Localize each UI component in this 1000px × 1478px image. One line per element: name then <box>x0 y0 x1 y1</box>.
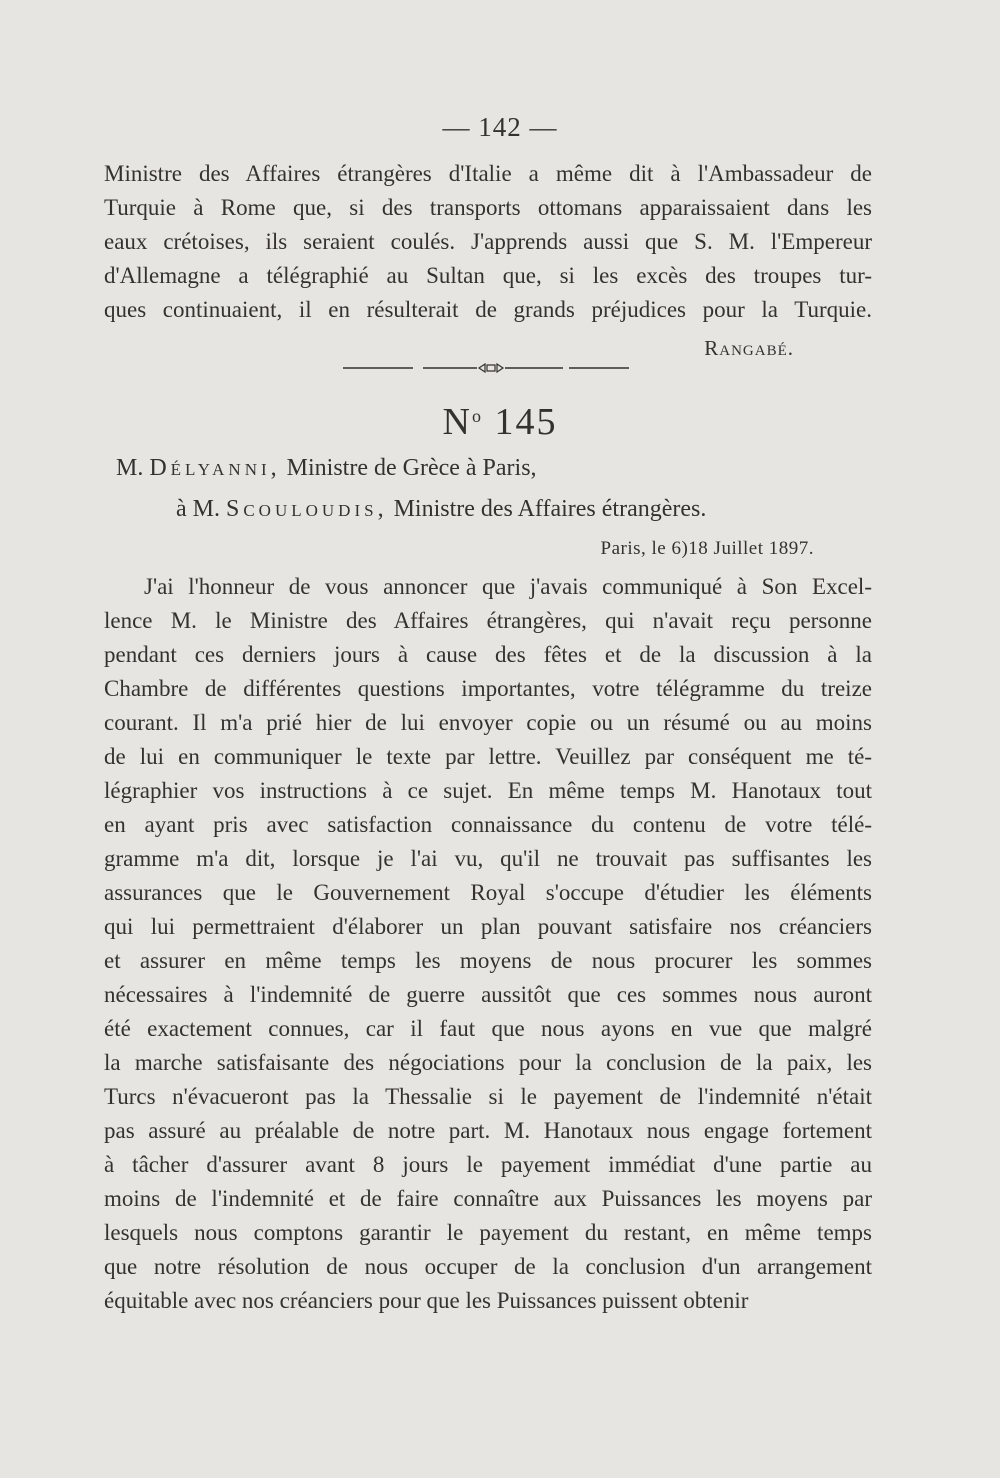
text-line: la marche satisfaisante des négociations pour la conclusion de la paix, les <box>104 1050 872 1075</box>
letter-body <box>104 570 872 1318</box>
text-line: à tâcher d'assurer avant 8 jours le payement immédiat d'une partie au <box>104 1152 872 1177</box>
text-line: Ministre des Affaires étrangères d'Italie a même dit à l'Ambassadeur de <box>104 161 872 186</box>
number-value: 145 <box>494 401 558 443</box>
text-line: légraphier vos instructions à ce sujet. En même temps M. Hanotaux tout <box>104 778 872 803</box>
document-number <box>0 400 1000 444</box>
recipient-name: Scouloudis, <box>226 496 388 522</box>
text-line: Turquie à Rome que, si des transports ottomans apparaissaient dans les <box>104 195 872 220</box>
continuation-text <box>104 157 872 327</box>
text-line: équitable avec nos créanciers pour que les Puissances puissent obtenir <box>104 1288 749 1313</box>
text-line: courant. Il m'a prié hier de lui envoyer copie ou un résumé ou au moins <box>104 710 872 735</box>
text-line: et assurer en même temps les moyens de nous procurer les sommes <box>104 948 872 973</box>
text-line: en ayant pris avec satisfaction connaissance du contenu de votre télé- <box>104 812 872 837</box>
text-line: lence M. le Ministre des Affaires étrangères, qui n'avait reçu personne <box>104 608 872 633</box>
text-line: été exactement connues, car il faut que nous ayons en vue que malgré <box>104 1016 872 1041</box>
signature: Rangabé. <box>704 336 794 360</box>
dateline: Paris, le 6)18 Juillet 1897. <box>600 538 814 559</box>
text-line: moins de l'indemnité et de faire connaître aux Puissances les moyens par <box>104 1186 872 1211</box>
text-line: J'ai l'honneur de vous annoncer que j'avais communiqué à Son Excel- <box>144 574 872 599</box>
sender-line <box>116 455 537 482</box>
text-line: que notre résolution de nous occuper de la conclusion d'un arrangement <box>104 1254 872 1279</box>
text-line: eaux crétoises, ils seraient coulés. J'apprends aussi que S. M. l'Empereur <box>104 229 872 254</box>
sender-role: Ministre de Grèce à Paris, <box>286 455 537 481</box>
text-line: pendant ces derniers jours à cause des fêtes et de la discussion à la <box>104 642 872 667</box>
recipient-prefix: à M. <box>176 496 220 522</box>
text-line: pas assuré au préalable de notre part. M. Hanotaux nous engage fortement <box>104 1118 872 1143</box>
page-number: — 142 — <box>442 112 558 142</box>
text-line: de lui en communiquer le texte par lettre. Veuillez par conséquent me té- <box>104 744 872 769</box>
text-line: assurances que le Gouvernement Royal s'occupe d'étudier les éléments <box>104 880 872 905</box>
text-line: qui lui permettraient d'élaborer un plan pouvant satisfaire nos créanciers <box>104 914 872 939</box>
recipient-line <box>176 496 706 523</box>
recipient-role: Ministre des Affaires étrangères. <box>393 496 707 522</box>
sender-name: Délyanni, <box>149 455 281 481</box>
text-line: lesquels nous comptons garantir le payement du restant, en même temps <box>104 1220 872 1245</box>
text-line: d'Allemagne a télégraphié au Sultan que, si les excès des troupes tur- <box>104 263 872 288</box>
text-line: ques continuaient, il en résulterait de grands préjudices pour la Turquie. <box>104 297 872 322</box>
number-prefix: N <box>442 401 472 443</box>
text-line: nécessaires à l'indemnité de guerre aussitôt que ces sommes nous auront <box>104 982 872 1007</box>
text-line: gramme m'a dit, lorsque je l'ai vu, qu'il ne trouvait pas suffisantes les <box>104 846 872 871</box>
text-line: Chambre de différentes questions importantes, votre télégramme du treize <box>104 676 872 701</box>
text-line: Turcs n'évacueront pas la Thessalie si le payement de l'indemnité n'était <box>104 1084 872 1109</box>
number-sup: o <box>471 406 483 426</box>
section-divider <box>343 359 629 377</box>
sender-title: M. <box>116 455 144 481</box>
